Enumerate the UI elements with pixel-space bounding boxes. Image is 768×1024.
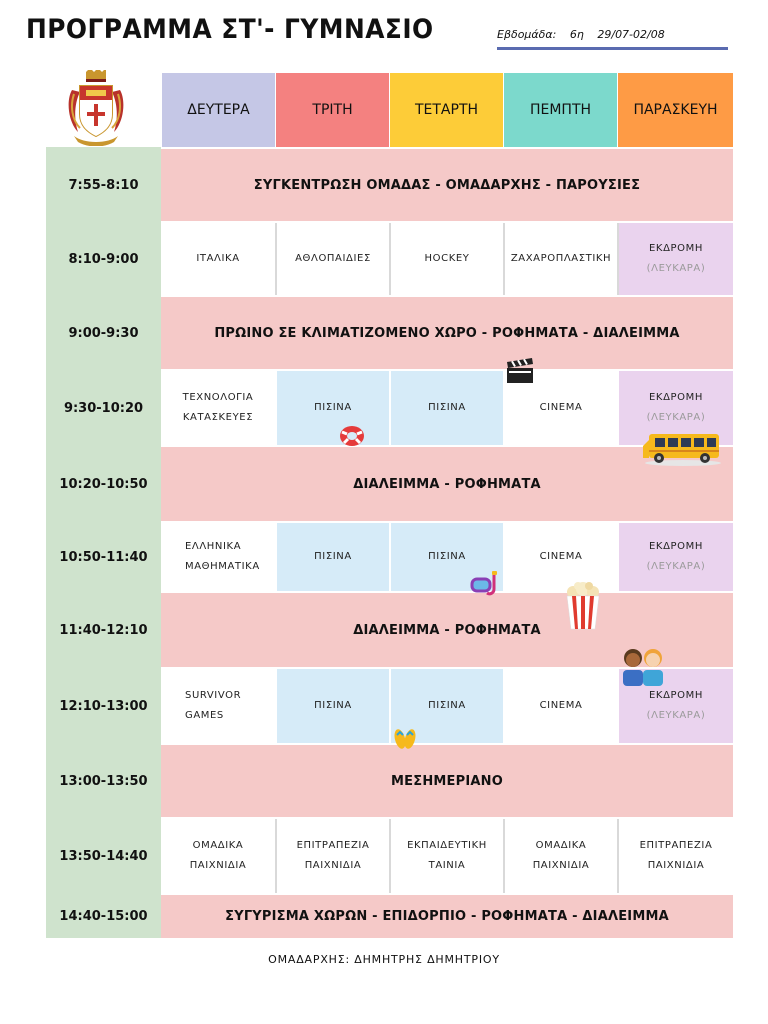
clapperboard-icon xyxy=(505,358,535,384)
schedule-band: ΜΕΣΗΜΕΡΙΑΝΟ xyxy=(161,745,733,817)
schedule-cell: ΕΚΔΡΟΜΗ (ΛΕΥΚΑΡΑ) xyxy=(619,669,733,743)
schedule-cell: ΙΤΑΛΙΚΑ xyxy=(161,223,275,295)
time-slot: 7:55-8:10 xyxy=(68,177,139,193)
time-slot: 12:10-13:00 xyxy=(59,698,148,714)
column-divider xyxy=(617,223,619,295)
schedule-cell: ΕΚΔΡΟΜΗ (ΛΕΥΚΑΡΑ) xyxy=(619,523,733,591)
time-slot: 10:50-11:40 xyxy=(59,549,148,565)
day-header-monday: ΔΕΥΤΕΡΑ xyxy=(162,73,275,147)
school-bus-icon xyxy=(641,430,723,466)
column-divider xyxy=(275,819,277,893)
time-slot: 9:30-10:20 xyxy=(63,400,144,416)
crest-emblem xyxy=(64,70,128,146)
schedule-cell: CINEMA xyxy=(505,371,617,445)
schedule-cell: ΟΜΑΔΙΚΑ ΠΑΙΧΝΙΔΙΑ xyxy=(505,819,617,893)
schedule-band: ΔΙΑΛΕΙΜΜΑ - ΡΟΦΗΜΑΤΑ xyxy=(161,593,733,667)
schedule-cell: ΑΘΛΟΠΑΙΔΙΕΣ xyxy=(277,223,389,295)
schedule-cell: ΠΙΣΙΝΑ xyxy=(277,371,389,445)
week-dates: 29/07-02/08 xyxy=(597,28,665,41)
schedule-cell: ΠΙΣΙΝΑ xyxy=(391,669,503,743)
column-divider xyxy=(617,819,619,893)
schedule-band: ΠΡΩΙΝΟ ΣΕ ΚΛΙΜΑΤΙΖΟΜΕΝΟ ΧΩΡΟ - ΡΟΦΗΜΑΤΑ - ΔΙΑΛΕΙΜΜΑ xyxy=(161,297,733,369)
schedule-cell: SURVIVOR GAMES xyxy=(161,669,275,743)
schedule-cell: ΠΙΣΙΝΑ xyxy=(391,523,503,591)
flip-flops-icon xyxy=(392,727,418,751)
schedule-cell: ΕΚΔΡΟΜΗ (ΛΕΥΚΑΡΑ) xyxy=(619,223,733,295)
schedule-band: ΔΙΑΛΕΙΜΜΑ - ΡΟΦΗΜΑΤΑ xyxy=(161,447,733,521)
column-divider xyxy=(503,819,505,893)
day-header-wednesday: ΤΕΤΑΡΤΗ xyxy=(390,73,503,147)
schedule-cell: ΕΚΠΑΙΔΕΥΤΙΚΗ ΤΑΙΝΙΑ xyxy=(391,819,503,893)
week-label: Εβδομάδα: xyxy=(497,28,557,41)
schedule-cell: ΤΕΧΝΟΛΟΓΙΑ ΚΑΤΑΣΚΕΥΕΣ xyxy=(161,371,275,445)
day-header-thursday: ΠΕΜΠΤΗ xyxy=(504,73,617,147)
schedule-cell: ΕΠΙΤΡΑΠΕΖΙΑ ΠΑΙΧΝΙΔΙΑ xyxy=(277,819,389,893)
schedule-cell: ΕΠΙΤΡΑΠΕΖΙΑ ΠΑΙΧΝΙΔΙΑ xyxy=(619,819,733,893)
week-info xyxy=(497,28,675,41)
schedule-cell: CINEMA xyxy=(505,523,617,591)
schedule-cell: ΕΛΛΗΝΙΚΑ ΜΑΘΗΜΑΤΙΚΑ xyxy=(161,523,275,591)
snorkel-mask-icon xyxy=(470,571,500,597)
children-icon xyxy=(620,646,666,686)
lifebuoy-icon xyxy=(338,424,366,448)
week-underline xyxy=(497,47,728,50)
day-header-tuesday: ΤΡΙΤΗ xyxy=(276,73,389,147)
time-slot: 11:40-12:10 xyxy=(59,622,148,638)
time-slot: 9:00-9:30 xyxy=(68,325,139,341)
schedule-cell: ΠΙΣΙΝΑ xyxy=(391,371,503,445)
column-divider xyxy=(275,223,277,295)
day-header-friday: ΠΑΡΑΣΚΕΥΗ xyxy=(618,73,733,147)
footer-leader: ΟΜΑΔΑΡΧΗΣ: ΔΗΜΗΤΡΗΣ ΔΗΜΗΤΡΙΟΥ xyxy=(268,953,500,966)
column-divider xyxy=(389,223,391,295)
schedule-band: ΣΥΓΚΕΝΤΡΩΣΗ ΟΜΑΔΑΣ - ΟΜΑΔΑΡΧΗΣ - ΠΑΡΟΥΣΙΕΣ xyxy=(161,149,733,221)
week-number: 6η xyxy=(569,28,584,41)
schedule-cell: ΠΙΣΙΝΑ xyxy=(277,523,389,591)
time-slot: 13:00-13:50 xyxy=(59,773,148,789)
time-slot: 8:10-9:00 xyxy=(68,251,139,267)
schedule-cell: HOCKEY xyxy=(391,223,503,295)
schedule-band: ΣΥΓΥΡΙΣΜΑ ΧΩΡΩΝ - ΕΠΙΔΟΡΠΙΟ - ΡΟΦΗΜΑΤΑ - ΔΙΑΛΕΙΜΜΑ xyxy=(161,895,733,938)
time-slot: 13:50-14:40 xyxy=(59,848,148,864)
schedule-cell: ΟΜΑΔΙΚΑ ΠΑΙΧΝΙΔΙΑ xyxy=(161,819,275,893)
column-divider xyxy=(503,223,505,295)
schedule-cell: ΕΚΔΡΟΜΗ (ΛΕΥΚΑΡΑ) xyxy=(619,371,733,445)
time-slot: 10:20-10:50 xyxy=(59,476,148,492)
page-title: ΠΡΟΓΡΑΜΜΑ ΣΤ'- ΓΥΜΝΑΣΙΟ xyxy=(26,14,434,45)
schedule-cell: CINEMA xyxy=(505,669,617,743)
column-divider xyxy=(389,819,391,893)
popcorn-icon xyxy=(564,582,602,630)
time-slot: 14:40-15:00 xyxy=(59,909,148,924)
schedule-cell: ΖΑΧΑΡΟΠΛΑΣΤΙΚΗ xyxy=(505,223,617,295)
schedule-cell: ΠΙΣΙΝΑ xyxy=(277,669,389,743)
